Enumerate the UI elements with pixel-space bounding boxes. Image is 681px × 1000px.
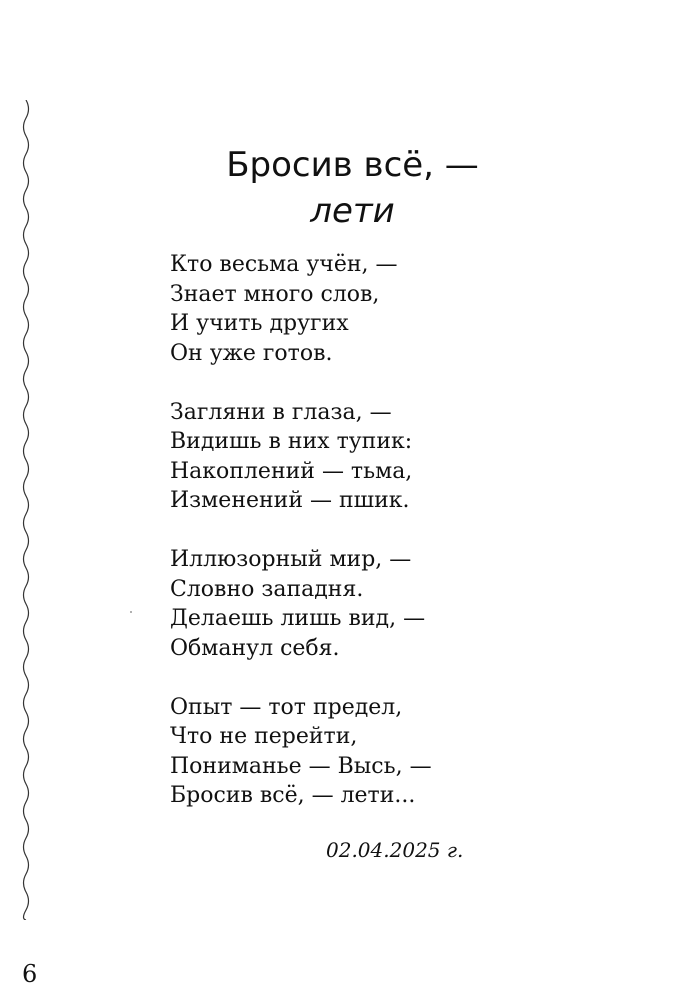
poem-date: 02.04.2025 г.: [326, 838, 464, 862]
stanza-3: [170, 545, 432, 663]
poem-line: Что не перейти,: [170, 724, 358, 749]
poem-line: Иллюзорный мир, —: [170, 547, 412, 572]
poem-line: Делаешь лишь вид, —: [170, 606, 426, 631]
poem-line: Пониманье — Высь, —: [170, 753, 432, 779]
paper-speck: [130, 611, 132, 613]
poem-line: Видишь в них тупик:: [170, 429, 413, 454]
poem-line: И учить других: [170, 311, 349, 336]
poem-line: Загляни в глаза, —: [170, 399, 392, 425]
poem-line: Он уже готов.: [170, 340, 333, 366]
poem-title-line-1: Бросив всё, —: [226, 145, 479, 185]
poem-line: Бросив всё, — лети...: [170, 783, 416, 808]
poem-line: Знает много слов,: [170, 281, 380, 307]
poem-title-line-2: лети: [310, 191, 395, 231]
poem-line: Накоплений — тьма,: [170, 458, 413, 484]
poem-body: [170, 250, 432, 840]
poem-line: Изменений — пшик.: [170, 488, 410, 513]
poem-line: Словно западня.: [170, 576, 364, 602]
stanza-4: [170, 693, 432, 811]
stanza-2: [170, 398, 432, 516]
stanza-1: [170, 250, 432, 368]
poem-line: Опыт — тот предел,: [170, 694, 403, 720]
page-number: 6: [22, 960, 38, 988]
poem-line: Кто весьма учён, —: [170, 252, 398, 277]
poem-line: Обманул себя.: [170, 635, 340, 661]
